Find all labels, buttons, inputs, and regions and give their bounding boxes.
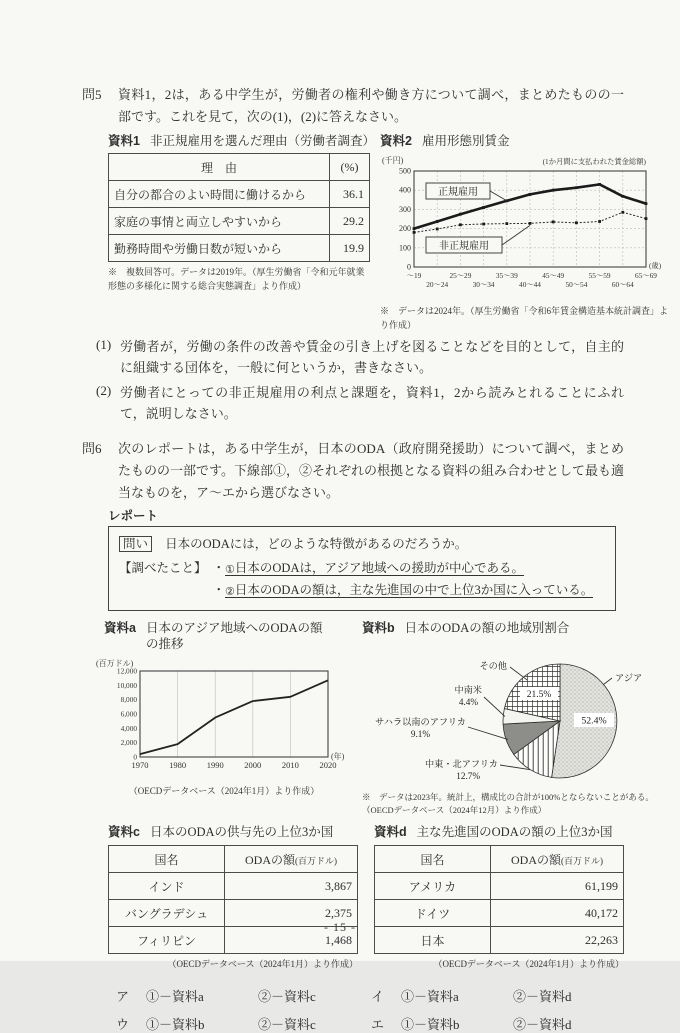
question6-number: 問6 (82, 441, 102, 457)
svg-text:0: 0 (407, 262, 411, 272)
reason-table (108, 153, 370, 262)
table-header-country: 国名 (109, 846, 225, 873)
pct-cell: 29.2 (330, 208, 370, 235)
shiryo2-title-text: 雇用形態別賃金 (421, 133, 510, 148)
svg-text:(年): (年) (331, 751, 345, 761)
choice-key: イ (371, 988, 385, 1004)
svg-text:45～49: 45～49 (542, 271, 565, 281)
choice-pair-2: ②－資料d (513, 1016, 572, 1032)
country-cell: フィリピン (109, 927, 225, 954)
reason-cell: 家庭の事情と両立しやすいから (109, 208, 330, 235)
shiryo-a-section (90, 621, 358, 817)
shiryo2-note: ※ データは2024年。（厚生労働省「令和6年賃金構造基本統計調査」より作成） (380, 306, 669, 331)
svg-text:50～54: 50～54 (565, 280, 588, 290)
shiryo-c-section (108, 825, 358, 972)
shirabeta-block (119, 558, 605, 601)
shiryo-b-note: ※ データは2023年。統計上，構成比の合計が100%とならないことがある。（OECDデータベース（2024年12月）より作成） (362, 792, 654, 816)
svg-text:6,000: 6,000 (120, 709, 137, 719)
subquestion-2-number: (2) (96, 382, 112, 398)
reason-table-header-pct: (%) (330, 154, 370, 181)
subquestion-1-number: (1) (96, 337, 112, 353)
bullet-mark: ・ (212, 561, 226, 576)
shiryo-a-label: 資料a (104, 621, 136, 636)
report-box (108, 526, 616, 612)
svg-text:中東・北アフリカ: 中東・北アフリカ (424, 759, 498, 770)
question5-heading (82, 84, 624, 128)
svg-text:2,000: 2,000 (120, 737, 137, 747)
svg-text:30～34: 30～34 (472, 280, 495, 290)
choice-a (116, 986, 371, 1005)
question6-heading (82, 438, 624, 503)
shiryo-c-note: （OECDデータベース（2024年1月）より作成） (167, 959, 358, 970)
svg-text:9.1%: 9.1% (410, 729, 430, 740)
svg-text:500: 500 (399, 166, 411, 176)
svg-text:12,000: 12,000 (116, 666, 137, 676)
svg-text:(歳): (歳) (649, 261, 662, 271)
shiryo-b-title-text: 日本のODAの額の地域別割合 (404, 621, 570, 636)
choice-key: ア (116, 988, 130, 1004)
table-header-country: 国名 (375, 846, 491, 873)
shiryo1-label: 資料1 (108, 133, 140, 148)
circled-2: ② (225, 585, 235, 598)
svg-text:アジア: アジア (615, 673, 643, 684)
answer-choices (116, 986, 624, 1033)
shiryo-d-note: （OECDデータベース（2024年1月）より作成） (433, 959, 624, 970)
pct-cell: 19.9 (330, 235, 370, 262)
question6-intro: 次のレポートは，ある中学生が，日本のODA（政府開発援助）について調べ，まとめたものの一部です。下線部①，②それぞれの根拠となる資料の組み合わせとして最も適当なものを，ア～エから選びなさい。 (118, 441, 624, 500)
country-cell: 日本 (375, 927, 491, 954)
bullet-2 (213, 580, 605, 602)
q5-materials-row (108, 133, 669, 334)
svg-text:55～59: 55～59 (588, 271, 611, 281)
choice-u (116, 1014, 371, 1033)
svg-text:20～24: 20～24 (426, 280, 449, 290)
svg-text:10,000: 10,000 (116, 680, 137, 690)
svg-text:非正規雇用: 非正規雇用 (439, 241, 489, 253)
country-cell: ドイツ (375, 900, 491, 927)
svg-text:52.4%: 52.4% (581, 715, 607, 727)
subquestion-2-text: 労働者にとっての非正規雇用の利点と課題を，資料1，2から読みとれることにふれて，説明しなさい。 (120, 384, 624, 421)
svg-text:2010: 2010 (281, 759, 299, 770)
choice-pair-2: ②－資料c (258, 1016, 316, 1032)
amount-cell: 1,468 (225, 927, 358, 954)
report-section (108, 506, 616, 612)
amount-cell: 2,375 (225, 900, 358, 927)
country-cell: バングラデシュ (109, 900, 225, 927)
subquestion-2 (96, 383, 624, 425)
svg-text:2020: 2020 (319, 759, 337, 770)
choice-pair-1: ①－資料a (401, 988, 459, 1004)
table-header-amount: ODAの額(百万ドル) (491, 846, 624, 873)
oda-line-chart (90, 657, 352, 781)
bullet-mark: ・ (212, 582, 226, 597)
shiryo-b-section (362, 621, 670, 817)
svg-text:60～64: 60～64 (611, 280, 634, 290)
shiryo2-section (380, 134, 676, 334)
svg-text:(1か月間に支払われた賃金総額): (1か月間に支払われた賃金総額) (542, 157, 646, 167)
toi-label: 問い (119, 536, 152, 552)
choice-pair-1: ①－資料b (401, 1016, 460, 1032)
svg-text:その他: その他 (479, 661, 507, 672)
country-cell: インド (109, 873, 225, 900)
circled-1: ① (225, 564, 235, 577)
svg-text:サハラ以南のアフリカ: サハラ以南のアフリカ (375, 717, 466, 728)
choice-key: エ (371, 1016, 385, 1032)
svg-text:300: 300 (399, 205, 411, 215)
shiryo-d-label: 資料d (374, 825, 407, 840)
shiryo-c-title-text: 日本のODAの供与先の上位3か国 (149, 825, 334, 840)
donor-countries-table (374, 845, 624, 954)
choice-key: ウ (116, 1016, 130, 1032)
svg-text:中南米: 中南米 (454, 685, 482, 696)
svg-text:40～44: 40～44 (519, 280, 541, 290)
shiryo1-section (108, 133, 375, 334)
reason-cell: 自分の都合のよい時間に働けるから (109, 181, 330, 208)
amount-cell: 22,263 (491, 927, 624, 954)
oda-recipients-table (108, 845, 358, 954)
table-row (109, 208, 370, 235)
subquestion-1 (96, 337, 624, 379)
svg-text:～19: ～19 (406, 271, 422, 281)
table-row (109, 873, 358, 900)
wage-line-chart (380, 153, 676, 301)
shirabeta-label: 【調べたこと】 (119, 561, 207, 576)
svg-text:(百万ドル): (百万ドル) (96, 658, 134, 668)
country-cell: アメリカ (375, 873, 491, 900)
svg-text:1990: 1990 (206, 759, 224, 770)
bullet-2-text: 日本のODAの額は，主な先進国の中で上位3か国に入っている。 (234, 582, 594, 597)
shiryo1-note: ※ 複数回答可。データは2019年。（厚生労働省「令和元年就業形態の多様化に関する総合実態調査」より作成） (108, 267, 365, 292)
shiryo-b-label: 資料b (362, 621, 395, 636)
shiryo-b-title (362, 621, 670, 637)
svg-text:400: 400 (399, 185, 411, 195)
table-row (109, 181, 370, 208)
report-label: レポート (108, 508, 159, 523)
choice-pair-2: ②－資料c (258, 988, 316, 1004)
shiryo-d-title (374, 825, 624, 841)
svg-text:2000: 2000 (244, 759, 262, 770)
choice-pair-1: ①－資料b (146, 1016, 205, 1032)
svg-text:35～39: 35～39 (495, 271, 518, 281)
reason-cell: 勤務時間や労働日数が短いから (109, 235, 330, 262)
oda-pie-chart (362, 641, 670, 787)
shiryo-d-section (374, 825, 624, 972)
shiryo-c-label: 資料c (108, 825, 140, 840)
amount-cell: 61,199 (491, 873, 624, 900)
shiryo-a-title-text: 日本のアジア地域へのODAの額の推移 (145, 621, 323, 652)
question5-intro: 資料1，2は，ある中学生が，労働者の権利や働き方について調べ，まとめたものの一部です。これを見て，次の(1)，(2)に答えなさい。 (118, 87, 624, 124)
svg-text:65～69: 65～69 (635, 271, 657, 281)
svg-text:(千円): (千円) (382, 156, 404, 166)
choice-pair-1: ①－資料a (146, 988, 204, 1004)
shiryo1-title (108, 133, 375, 150)
shiryo1-title-text: 非正規雇用を選んだ理由（労働者調査） (149, 133, 375, 148)
table-header-amount: ODAの額(百万ドル) (225, 846, 358, 873)
table-row (109, 235, 370, 262)
shiryo-a-note: （OECDデータベース（2024年1月）より作成） (128, 785, 320, 796)
svg-text:21.5%: 21.5% (526, 690, 552, 701)
shiryo2-title (380, 134, 676, 150)
amount-cell: 3,867 (225, 873, 358, 900)
shiryo2-label: 資料2 (380, 133, 412, 148)
toi-line (119, 534, 605, 555)
shiryo-a-title (104, 621, 334, 652)
subquestion-1-text: 労働者が，労働の条件の改善や賃金の引き上げを図ることなどを目的として，自主的に組織する団体を，一般に何というか，書きなさい。 (120, 339, 624, 375)
q5-subquestions (82, 337, 624, 424)
table-row (375, 873, 624, 900)
svg-text:8,000: 8,000 (120, 694, 137, 704)
bullet-1 (213, 558, 605, 580)
bullet-1-text: 日本のODAは，アジア地域への援助が中心である。 (234, 561, 524, 576)
choice-e (371, 1014, 621, 1033)
svg-text:4,000: 4,000 (120, 723, 137, 733)
svg-text:正規雇用: 正規雇用 (438, 187, 478, 199)
reason-table-header-reason: 理 由 (109, 154, 330, 181)
svg-text:100: 100 (399, 243, 411, 253)
question5-number: 問5 (82, 87, 102, 102)
svg-text:0: 0 (133, 752, 137, 762)
svg-text:12.7%: 12.7% (456, 771, 480, 782)
q6-tables-row (108, 825, 624, 972)
pct-cell: 36.1 (330, 181, 370, 208)
svg-text:200: 200 (399, 224, 411, 234)
amount-cell: 40,172 (491, 900, 624, 927)
shiryo-d-title-text: 主な先進国のODAの額の上位3か国 (416, 825, 613, 840)
toi-text: 日本のODAには，どのような特徴があるのだろうか。 (165, 536, 468, 551)
q6-charts-row (90, 621, 654, 817)
shirabeta-bullets (213, 558, 605, 601)
page-number: - 15 - (324, 920, 356, 934)
svg-text:25～29: 25～29 (449, 271, 472, 281)
svg-text:1970: 1970 (131, 759, 149, 770)
svg-text:4.4%: 4.4% (458, 697, 478, 708)
svg-text:1980: 1980 (169, 759, 187, 770)
choice-i (371, 986, 621, 1005)
shiryo-c-title (108, 825, 358, 841)
choice-pair-2: ②－資料d (513, 988, 572, 1004)
